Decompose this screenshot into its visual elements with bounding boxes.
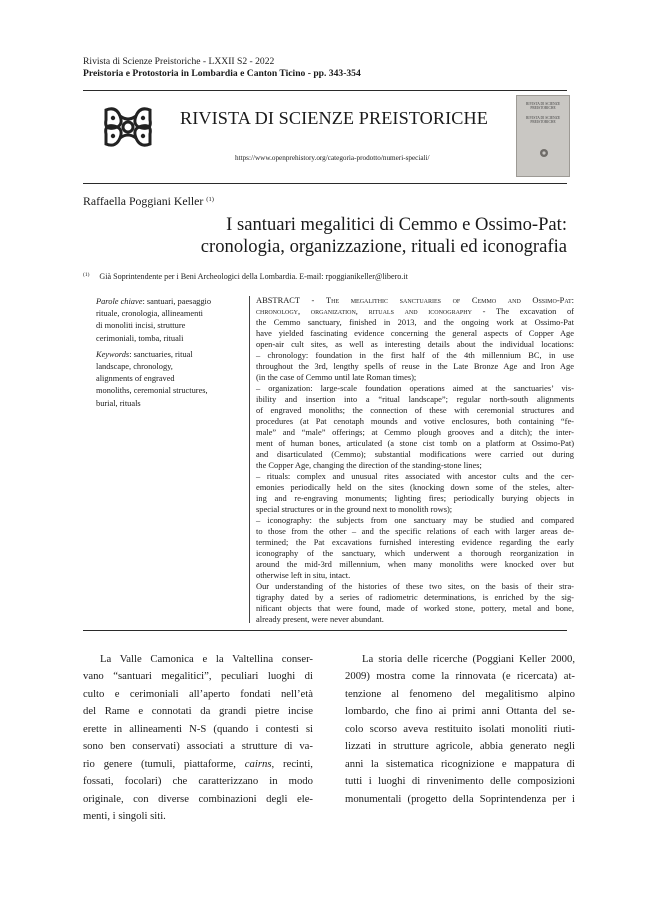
abstract-line: otherwise left in situ, intact.	[256, 569, 351, 580]
abstract	[256, 295, 574, 625]
body-line: lombardo, che fino ai primi anni Ottanta del se-	[345, 705, 575, 718]
body-line: rio genere (tumuli, piattaforme, cairns, recinti,	[83, 757, 313, 770]
abstract-line: – organization: large-scale foundation operations aimed at the sanctuaries’ vis-	[256, 382, 574, 393]
journal-url-link[interactable]: https://www.openprehistory.org/categoria-prodotto/numeri-speciali/	[235, 154, 430, 162]
abstract-line: male” and “male” offerings; at Cemmo plough grooves and a ditch); the inter-	[256, 426, 574, 437]
abstract-line: ing and re-engraving monuments; lighting fires; periodically burying objects in	[256, 492, 574, 503]
journal-issue-line: Preistoria e Protostoria in Lombardia e Canton Ticino - pp. 343-354	[83, 68, 361, 79]
journal-cover-thumbnail	[516, 95, 570, 177]
celtic-knot-icon	[100, 104, 156, 150]
abstract-line: ibility and insertion into a “ritual landscape”; regular north-south alignments	[256, 393, 574, 404]
abstract-line: – rituals: complex and unusual rites associated with ancestor cults and the cer-	[256, 470, 574, 481]
abstract-line: of engraved monoliths; the connection of these with ceremonial structures and	[256, 404, 574, 415]
english-keywords-label: Keywords	[96, 349, 130, 359]
body-line: tutti i luoghi di rinvenimento delle composizioni	[345, 775, 575, 788]
italian-keywords-label: Parole chiave	[96, 297, 143, 306]
keywords-divider	[249, 296, 250, 623]
body-line: vano “santuari megalitici”, peculiari luoghi di	[83, 670, 313, 683]
abstract-line: have yielded fascinating evidence concerning the general aspects of Copper Age	[256, 327, 574, 338]
body-line: originale, con diverse combinazioni degli ele-	[83, 792, 313, 805]
abstract-heading: chronology, organization, rituals and iconography	[256, 305, 472, 316]
abstract-line	[256, 295, 574, 306]
abstract-line: the Cemmo sanctuary, finished in 2013, and the ongoing work at Ossimo-Pat	[256, 316, 574, 327]
italian-keywords: Parole chiave: santuari, paesaggio rituale, cronologia, allineamenti di monoliti incisi, strutture cerimoniali, tomba, rituali	[96, 297, 212, 343]
abstract-line: – chronology: foundation in the first half of the 4th millennium BC, in use	[256, 349, 574, 360]
journal-name: RIVISTA DI SCIENZE PREISTORICHE	[180, 108, 488, 128]
abstract-line: nificant objects that were found, made of worked stone, pottery, metal and bone,	[256, 602, 574, 613]
abstract-line: throughout the 3rd, lengthy spells of reuse in the Late Bronze Age and Iron Age	[256, 360, 574, 371]
abstract-line: emonies periodically held on the sites (knocking down some of the steles, alter-	[256, 481, 574, 492]
article-title-line-2: cronologia, organizzazione, rituali ed iconografia	[200, 236, 567, 257]
body-column-right	[345, 651, 575, 808]
body-line: sono ben conservati) associati a strutture di va-	[83, 740, 313, 753]
abstract-line: to those from the other – and the specific relations of each with larger areas de-	[256, 525, 574, 536]
abstract-line: around the mid-3rd millennium, when many monoliths were knocked over but	[256, 558, 574, 569]
english-keywords: Keywords: sanctuaries, ritual landscape, chronology, alignments of engraved monoliths, ceremonial structures, burial, rituals	[96, 349, 208, 408]
body-line: fossati, focolari) che caratterizzano in modo	[83, 775, 313, 788]
body-line: culto e cerimoniali all’aperto fondati nell’età	[83, 687, 313, 700]
abstract-line: Our understanding of the histories of these two sites, on the basis of their stra-	[256, 580, 574, 591]
italic-term: cairns	[244, 757, 272, 770]
author-affiliation: $^{(1)}$ Già Soprintendente per i Beni Archeologici della Lombardia. E-mail: rpoggianikeller@libero.it	[83, 272, 408, 281]
abstract-line: chronology, organization, rituals and iconography - The excavation of	[256, 305, 574, 316]
body-column-left	[83, 651, 313, 826]
header-rule	[83, 90, 567, 91]
body-line: La Valle Camonica e la Valtellina conser-	[100, 653, 313, 665]
body-line: tenzione al fenomeno del megalitismo alpino	[345, 687, 575, 700]
abstract-heading: The megalithic sanctuaries of Cemmo and Ossimo-Pat:	[325, 295, 574, 305]
abstract-line: – iconography: the subjects from one sanctuary may be studied and compared	[256, 514, 574, 525]
abstract-line: and disarticulated (Cemmo); substantial modifications were carried out during	[256, 448, 574, 459]
abstract-line: (in the case of Cemmo until late Roman times);	[256, 371, 417, 382]
article-title-line-1: I santuari megalitici di Cemmo e Ossimo-Pat:	[226, 214, 567, 235]
body-line: anni la sistematica ricognizione e mappatura di	[345, 757, 575, 770]
masthead-rule	[83, 183, 567, 184]
body-line: erette in allineamenti N-S (quando i contesti si	[83, 722, 313, 735]
abstract-line: already present, were never abundant.	[256, 613, 384, 624]
cover-top-text: RIVISTA DI SCIENZE PREISTORICHE	[525, 102, 561, 111]
abstract-line: the Copper Age, changing the direction of the standing-stone lines;	[256, 459, 482, 470]
body-line: lizzati in strutture agricole, abbia generato negli	[345, 740, 575, 753]
affiliation-footnote-marker: (1)	[83, 272, 90, 278]
author-footnote-marker: (1)	[206, 196, 214, 203]
abstract-line: iconography of the sanctuary, which underwent a thorough reorganization in	[256, 547, 574, 558]
abstract-line: procedures (at Pat cenotaph mounds and votive enclosures, both containing “fe-	[256, 415, 574, 426]
abstract-line: ment of human bones, articulated (a stone cist tomb on a platform at Ossimo-Pat)	[256, 437, 574, 448]
emblem-icon	[539, 148, 549, 158]
cover-title-text: RIVISTA DI SCIENZE PREISTORICHE	[525, 116, 561, 125]
abstract-line: termined; the Pat excavations furnished interesting evidence regarding the early	[256, 536, 574, 547]
body-line: 2009) mostra come la rinnovata (e ricercata) at-	[345, 670, 575, 683]
body-line: menti, i singoli siti.	[83, 810, 166, 823]
keywords-block	[96, 296, 244, 414]
body-line: del Rame e connotati da grandi pietre incise	[83, 705, 313, 718]
body-line: colo scorso aveva restituito isolati monoliti riuti-	[345, 722, 575, 735]
abstract-label: ABSTRACT -	[256, 295, 326, 305]
body-line: La storia delle ricerche (Poggiani Keller 2000,	[362, 653, 575, 665]
abstract-line: open-air cult sites, as well as interesting details about the individual locations:	[256, 338, 574, 349]
journal-volume-line: Rivista di Scienze Preistoriche - LXXII S2 - 2022	[83, 56, 275, 67]
abstract-rule	[83, 630, 567, 631]
abstract-line: special structures or in the ground next to monolith rows);	[256, 503, 453, 514]
body-line: monumentali (progetto della Soprintendenza per i	[345, 792, 575, 805]
abstract-line: tigraphy dated by a series of radiometric determinations, is enriched by the sig-	[256, 591, 574, 602]
author-name: Raffaella Poggiani Keller $^{(1)}$	[83, 194, 214, 208]
